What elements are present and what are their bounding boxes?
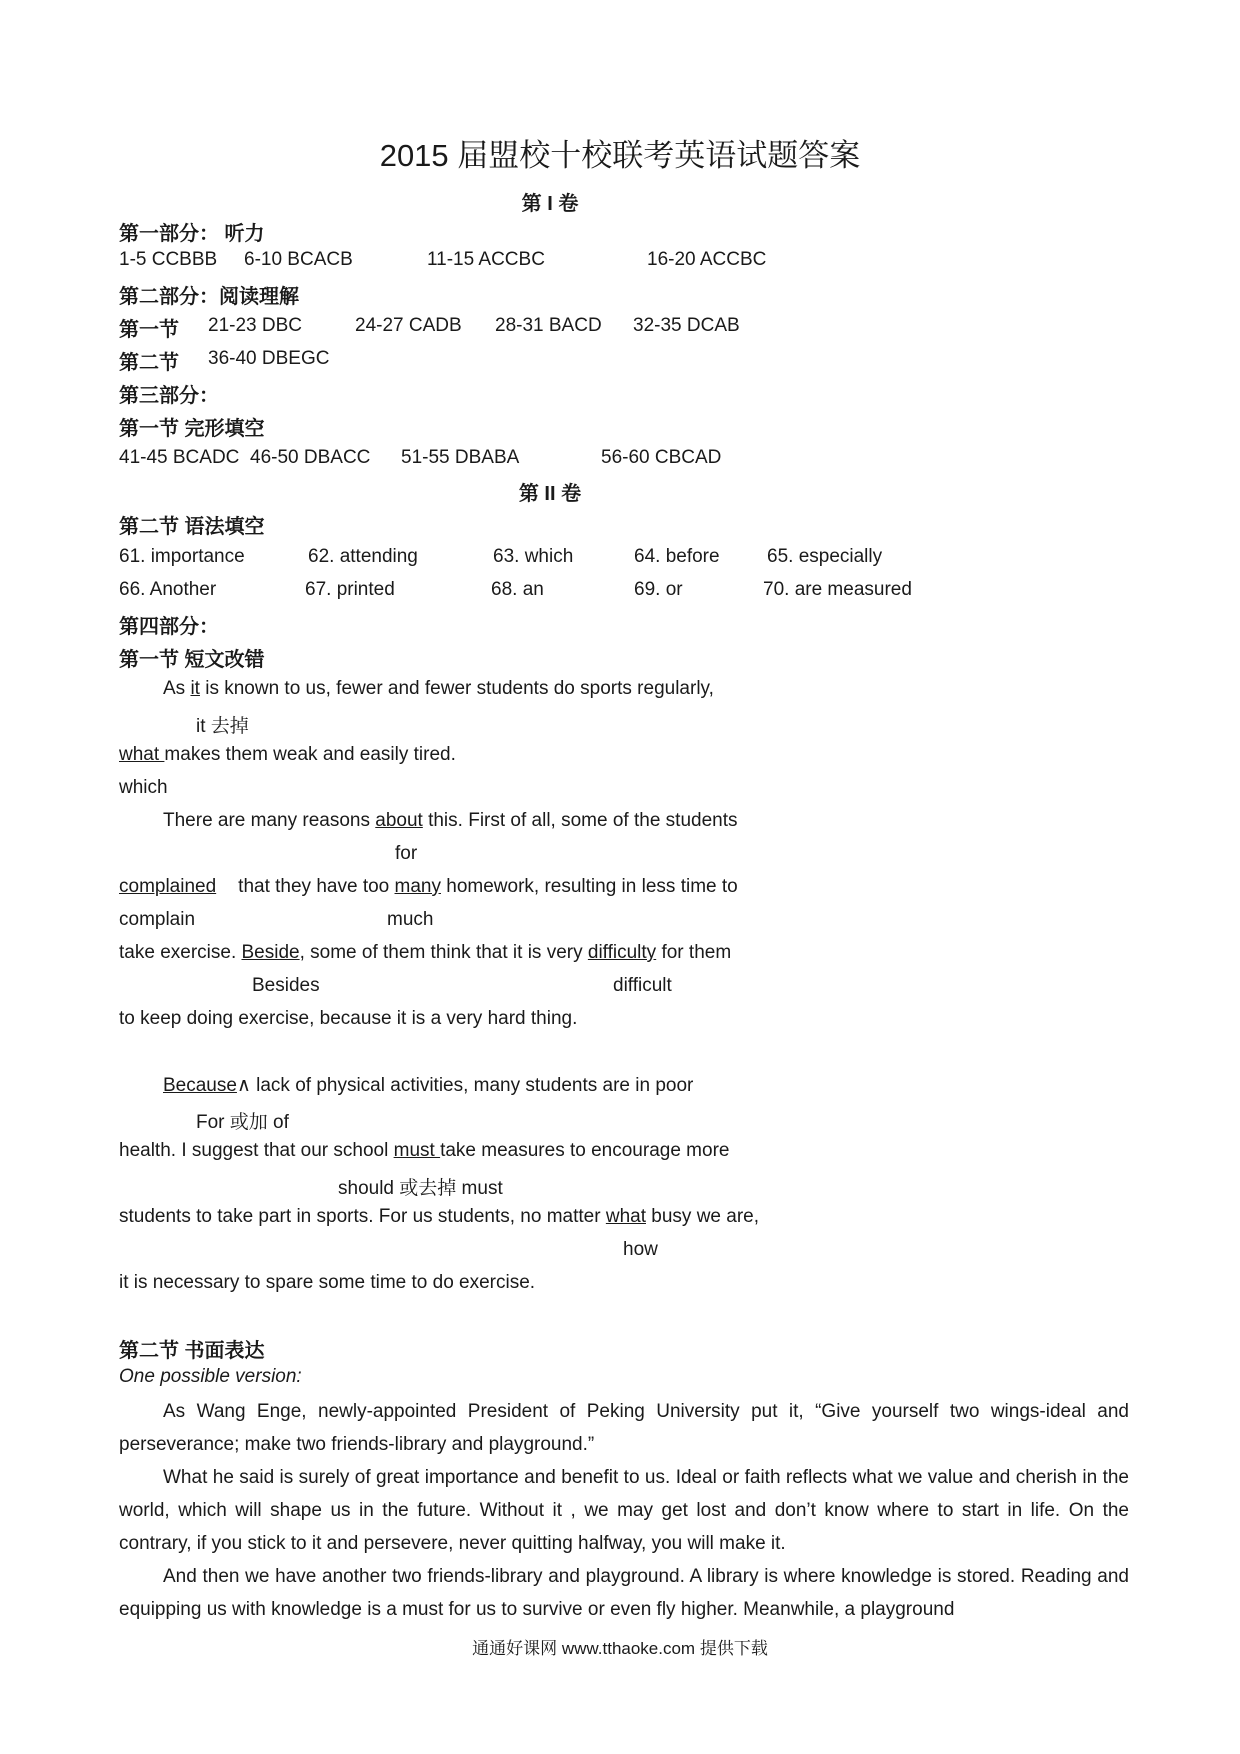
correction-fix: should 或去掉 must <box>338 1178 503 1199</box>
essay-paragraph: As Wang Enge, newly-appointed President of Peking University put it, “Give yourself two wings-ideal and perseverance; make two friends-library and playground.” <box>119 1401 1129 1455</box>
error-word: Beside <box>241 942 300 963</box>
answer-group: 24-27 CADB <box>355 315 462 336</box>
answer-group: 41-45 BCADC <box>119 447 240 468</box>
answer-group: 32-35 DCAB <box>633 315 740 336</box>
essay-paragraph: And then we have another two friends-library and playground. A library is where knowledge is stored. Reading and equipping us with knowledge is a must for us to survive or even fly higher. Meanwhile, a playground <box>119 1566 1129 1620</box>
volume-one-heading: 第 I 卷 <box>521 193 579 215</box>
error-word: complained <box>119 876 217 897</box>
correction-line: As it is known to us, fewer and fewer students do sports regularly, <box>163 678 714 699</box>
answer-group: 51-55 DBABA <box>401 447 520 468</box>
correction-fix: for <box>395 843 418 864</box>
error-word: what <box>119 744 165 765</box>
answer-group: 56-60 CBCAD <box>601 447 722 468</box>
correction-fix: much <box>387 909 434 930</box>
grammar-answer: 66. Another <box>119 579 217 600</box>
correction-line: Because∧ lack of physical activities, many students are in poor <box>163 1075 694 1096</box>
correction-fix: it 去掉 <box>196 716 249 737</box>
part2-heading: 第二部分：阅读理解 <box>119 286 299 308</box>
grammar-heading: 第二节 语法填空 <box>119 516 265 538</box>
grammar-answer: 62. attending <box>308 546 418 567</box>
answer-group: 28-31 BACD <box>495 315 602 336</box>
essay-paragraph: What he said is surely of great importance and benefit to us. Ideal or faith reflects what we value and cherish in the world, which will shape us in the future. Without it , we may get lost and don’t know where to start in life. On the contrary, if you stick to it and persevere, never quitting halfway, you will make it. <box>119 1467 1129 1554</box>
correction-line: health. I suggest that our school must take measures to encourage more <box>119 1140 730 1161</box>
error-word: must <box>393 1140 441 1161</box>
grammar-answer: 70. are measured <box>763 579 912 600</box>
answer-group: 11-15 ACCBC <box>427 249 545 270</box>
part2-section1-label: 第一节 <box>119 319 179 341</box>
grammar-answer: 61. importance <box>119 546 245 567</box>
correction-fix: difficult <box>613 975 672 996</box>
correction-line: complained that they have too many homework, resulting in less time to <box>119 876 738 897</box>
part2-section2-label: 第二节 <box>119 352 179 374</box>
correction-line: what makes them weak and easily tired. <box>119 744 456 765</box>
volume-two-heading: 第 II 卷 <box>518 483 582 505</box>
correction-line: to keep doing exercise, because it is a very hard thing. <box>119 1008 578 1029</box>
error-word: Because <box>163 1075 237 1096</box>
page-title: 2015 届盟校十校联考英语试题答案 <box>379 138 861 173</box>
answer-group: 36-40 DBEGC <box>208 348 330 369</box>
grammar-answer: 63. which <box>493 546 574 567</box>
part1-heading: 第一部分： 听力 <box>119 223 265 245</box>
grammar-answer: 65. especially <box>767 546 883 567</box>
correction-line: There are many reasons about this. First of all, some of the students <box>163 810 738 831</box>
error-word: it <box>190 678 200 699</box>
page-footer: 通通好课网 www.tthaoke.com 提供下载 <box>472 1639 768 1658</box>
version-label: One possible version: <box>119 1366 302 1387</box>
correction-line: students to take part in sports. For us students, no matter what busy we are, <box>119 1206 759 1227</box>
answer-group: 21-23 DBC <box>208 315 302 336</box>
part3-heading: 第三部分： <box>119 385 219 407</box>
grammar-answer: 64. before <box>634 546 720 567</box>
part4-section1-heading: 第一节 短文改错 <box>119 649 265 671</box>
error-word: many <box>394 876 441 897</box>
answer-group: 1-5 CCBBB <box>119 249 218 270</box>
correction-line: it is necessary to spare some time to do exercise. <box>119 1272 536 1293</box>
writing-heading: 第二节 书面表达 <box>119 1340 265 1362</box>
part3-section1-heading: 第一节 完形填空 <box>119 418 265 440</box>
error-word: difficulty <box>587 942 657 963</box>
grammar-answer: 68. an <box>491 579 544 600</box>
answer-group: 46-50 DBACC <box>250 447 371 468</box>
grammar-answer: 69. or <box>634 579 683 600</box>
correction-line: take exercise. Beside, some of them think that it is very difficulty for them <box>119 942 732 963</box>
part4-heading: 第四部分： <box>119 616 219 638</box>
correction-fix: Besides <box>252 975 320 996</box>
grammar-answer: 67. printed <box>305 579 395 600</box>
correction-fix: which <box>119 777 168 798</box>
answer-group: 6-10 BCACB <box>244 249 353 270</box>
correction-fix: complain <box>119 909 196 930</box>
error-word: about <box>375 810 423 831</box>
error-word: what <box>605 1206 646 1227</box>
correction-fix: For 或加 of <box>196 1112 289 1133</box>
answer-group: 16-20 ACCBC <box>647 249 767 270</box>
correction-fix: how <box>623 1239 658 1260</box>
